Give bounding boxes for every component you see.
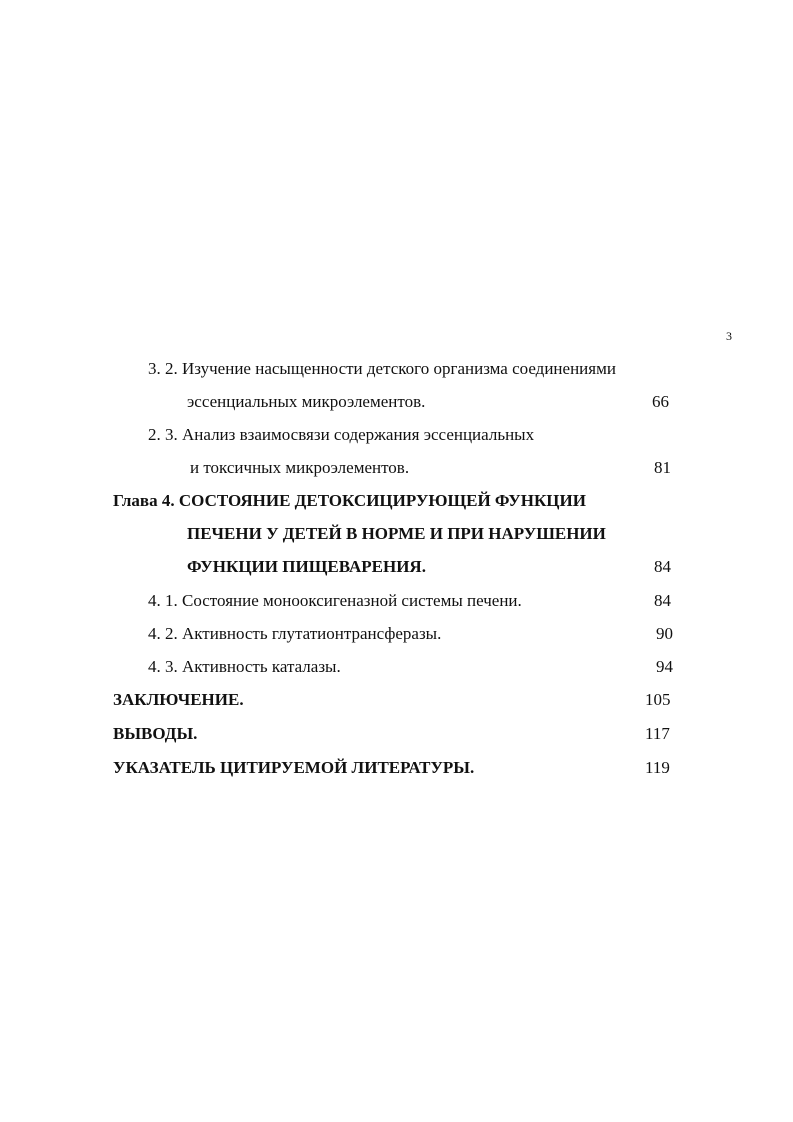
toc-references: УКАЗАТЕЛЬ ЦИТИРУЕМОЙ ЛИТЕРАТУРЫ. [113,758,475,777]
page-number: 3 [726,329,732,343]
toc-entry-4-2-page: 90 [656,624,673,643]
toc-entry-2-3-line2: и токсичных микроэлементов. [190,458,410,477]
toc-entry-3-2-page: 66 [652,392,669,411]
toc-entry-4-3-page: 94 [656,657,673,676]
toc-conclusion: ЗАКЛЮЧЕНИЕ. [113,690,244,709]
toc-entry-4-1-page: 84 [654,591,671,610]
toc-entry-3-2-line2: эссенциальных микроэлементов. [187,392,426,411]
toc-chapter-4-page: 84 [654,557,671,576]
toc-chapter-4-line3: ФУНКЦИИ ПИЩЕВАРЕНИЯ. [187,557,426,576]
toc-entry-4-1: 4. 1. Состояние монооксигеназной системы печени. [148,591,522,610]
toc-entry-2-3-page: 81 [654,458,671,477]
toc-references-page: 119 [645,758,670,777]
toc-entry-3-2-line1: 3. 2. Изучение насыщенности детского организма соединениями [148,359,616,378]
toc-findings: ВЫВОДЫ. [113,724,198,743]
toc-entry-4-2: 4. 2. Активность глутатионтрансферазы. [148,624,442,643]
toc-findings-page: 117 [645,724,670,743]
toc-entry-2-3-line1: 2. 3. Анализ взаимосвязи содержания эссенциальных [148,425,535,444]
toc-entry-4-3: 4. 3. Активность каталазы. [148,657,341,676]
toc-chapter-4-line2: ПЕЧЕНИ У ДЕТЕЙ В НОРМЕ И ПРИ НАРУШЕНИИ [187,524,606,543]
toc-chapter-4-line1: Глава 4. СОСТОЯНИЕ ДЕТОКСИЦИРУЮЩЕЙ ФУНКЦИИ [113,491,586,510]
toc-conclusion-page: 105 [645,690,671,709]
